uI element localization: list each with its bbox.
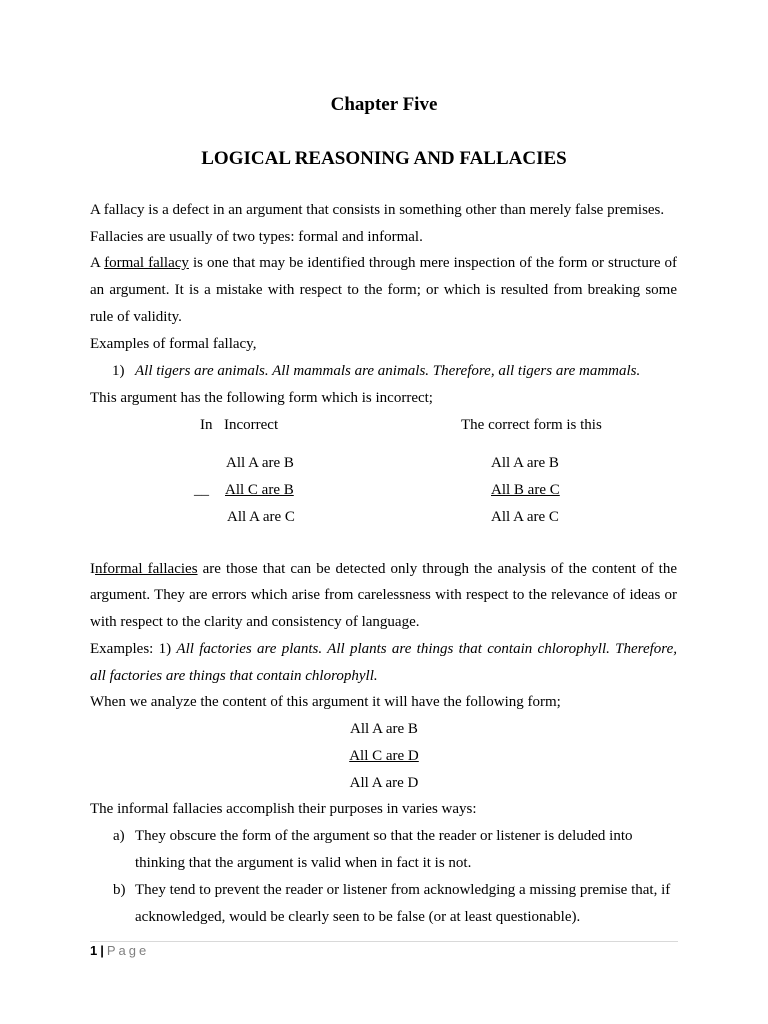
formal-definition-line-3: rule of validity. <box>90 309 182 325</box>
formal-examples-label: Examples of formal fallacy, <box>90 336 257 352</box>
list-item-b-marker: b) <box>113 882 126 898</box>
incorrect-header: Incorrect <box>224 417 279 433</box>
incorrect-line-2: All C are B <box>225 482 294 498</box>
page-footer <box>90 943 149 959</box>
list-item-a-line-1: They obscure the form of the argument so that the reader or listener is deluded into <box>135 828 633 844</box>
informal-example-part-1: All factories are plants. All plants are things that contain chlorophyll. Therefore, <box>176 641 677 657</box>
informal-form-underlined: All C are D <box>349 748 419 764</box>
informal-form-line-1: All A are B <box>350 721 418 737</box>
formal-example-number: 1) <box>112 363 125 379</box>
correct-line-3: All A are C <box>491 509 559 525</box>
list-item-a-marker: a) <box>113 828 125 844</box>
formal-rest: is one that may be identified through mere inspection of the form or structure of <box>192 255 678 271</box>
informal-example-line-2: all factories are things that contain chlorophyll. <box>90 668 378 684</box>
formal-lead: A <box>90 255 101 271</box>
informal-definition-line-1 <box>90 560 677 578</box>
correct-line-2: All B are C <box>491 482 560 498</box>
page-number: 1 <box>90 943 98 958</box>
informal-examples-label: Examples: 1) <box>90 641 172 657</box>
informal-form-line-2 <box>0 747 768 765</box>
chapter-title: Chapter Five <box>330 94 438 115</box>
intro-line-1: A fallacy is a defect in an argument that consists in something other than merely false premises. <box>90 202 665 218</box>
ways-intro: The informal fallacies accomplish their purposes in varies ways: <box>90 801 477 817</box>
list-item-b-line-1: They tend to prevent the reader or listener from acknowledging a missing premise that, if <box>135 882 671 898</box>
formal-fallacy-term: formal fallacy <box>104 255 189 271</box>
section-heading: LOGICAL REASONING AND FALLACIES <box>201 148 567 169</box>
informal-definition-line-3: with respect to the clarity and consistency of language. <box>90 614 420 630</box>
informal-fallacies-term: nformal fallacies <box>95 561 198 577</box>
list-item-b-line-2: acknowledged, would be clearly seen to be false (or at least questionable). <box>135 909 581 925</box>
informal-lead: I <box>90 561 95 577</box>
list-item-a-line-2: thinking that the argument is valid when in fact it is not. <box>135 855 472 871</box>
informal-example-line-1 <box>90 640 677 658</box>
footer-divider <box>90 941 678 942</box>
incorrect-prefix: In <box>200 417 213 433</box>
informal-form-line-3: All A are D <box>349 775 419 791</box>
intro-line-2: Fallacies are usually of two types: formal and informal. <box>90 229 423 245</box>
informal-definition-line-2: argument. They are errors which arise from carelessness with respect to the relevance of ideas or <box>90 587 677 603</box>
correct-line-1: All A are B <box>491 455 559 471</box>
formal-definition-line-2: an argument. It is a mistake with respect to the form; or which is resulted from breaking some <box>90 282 677 298</box>
incorrect-line-1: All A are B <box>226 455 294 471</box>
correct-header: The correct form is this <box>461 417 602 433</box>
form-intro: This argument has the following form which is incorrect; <box>90 390 433 406</box>
incorrect-line-3: All A are C <box>227 509 295 525</box>
incorrect-dash: __ <box>194 482 209 498</box>
footer-separator: | <box>100 943 104 958</box>
formal-example-text: All tigers are animals. All mammals are animals. Therefore, all tigers are mammals. <box>135 363 641 379</box>
analysis-intro: When we analyze the content of this argument it will have the following form; <box>90 694 561 710</box>
page-label: Page <box>106 943 150 958</box>
informal-rest: are those that can be detected only through the analysis of the content of the <box>202 561 678 577</box>
formal-definition-line-1 <box>90 254 677 272</box>
